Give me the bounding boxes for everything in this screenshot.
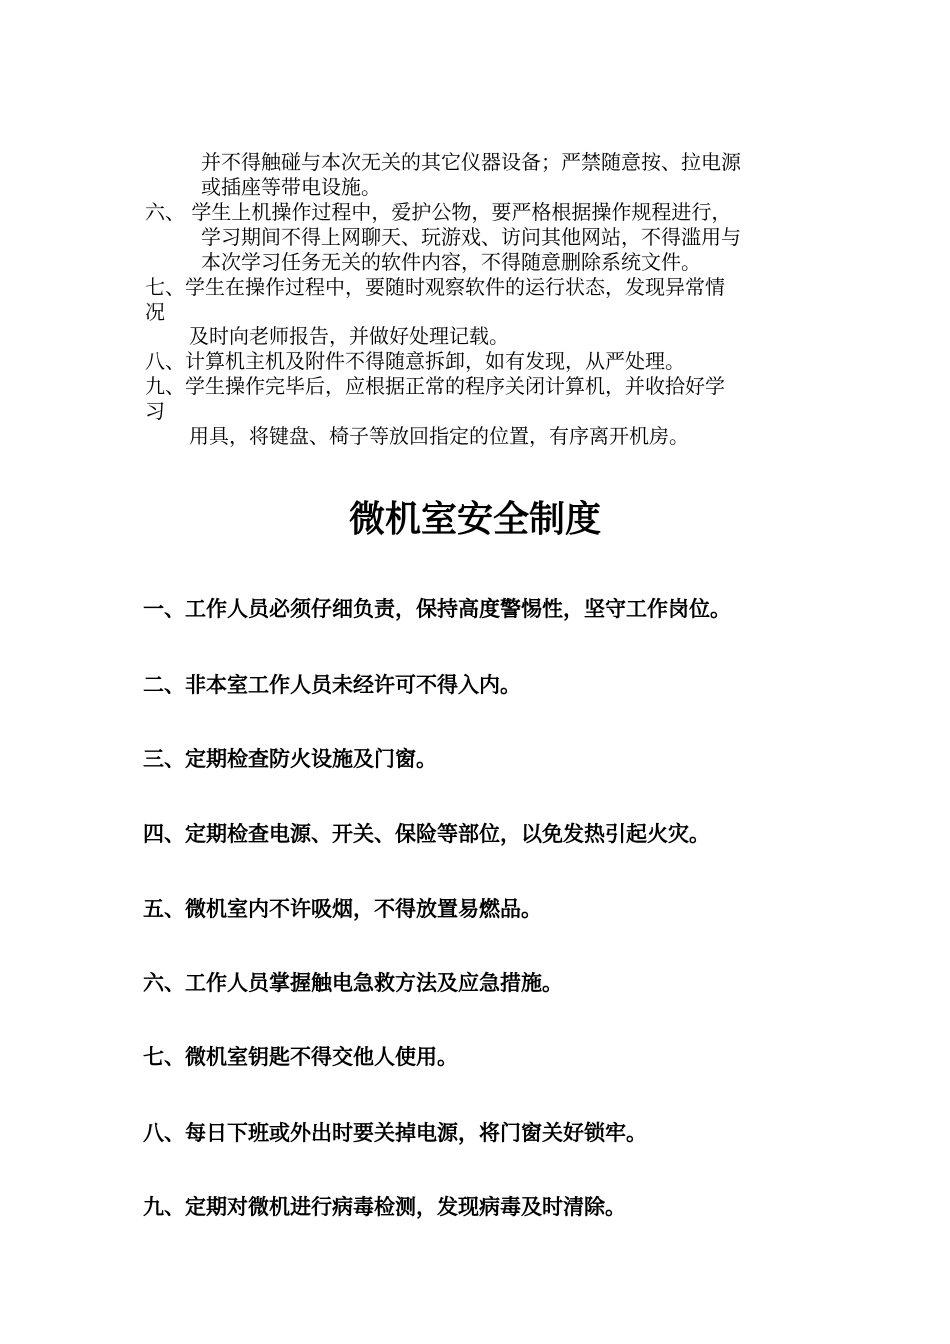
safety-rule-item: 二、非本室工作人员未经许可不得入内。 — [143, 673, 521, 697]
safety-rule-item: 八、每日下班或外出时要关掉电源，将门窗关好锁牢。 — [143, 1121, 647, 1145]
upper-rule-line: 及时向老师报告，并做好处理记载。 — [189, 324, 509, 348]
safety-rule-item: 七、微机室钥匙不得交他人使用。 — [143, 1045, 458, 1069]
safety-rule-item: 一、工作人员必须仔细负责，保持高度警惕性，坚守工作岗位。 — [143, 597, 731, 621]
upper-rule-line: 用具，将键盘、椅子等放回指定的位置，有序离开机房。 — [189, 424, 689, 448]
page-title: 微机室安全制度 — [348, 499, 601, 540]
safety-rule-item: 五、微机室内不许吸烟，不得放置易燃品。 — [143, 897, 542, 921]
upper-rule-line: 八、计算机主机及附件不得随意拆卸，如有发现，从严处理。 — [145, 349, 685, 373]
upper-rule-line: 并不得触碰与本次无关的其它仪器设备；严禁随意按、拉电源 — [201, 150, 741, 174]
upper-rule-line: 七、学生在操作过程中，要随时观察软件的运行状态，发现异常情 — [145, 275, 725, 299]
safety-rule-item: 四、定期检查电源、开关、保险等部位，以免发热引起火灾。 — [143, 822, 710, 846]
safety-rule-item: 九、定期对微机进行病毒检测，发现病毒及时清除。 — [143, 1195, 626, 1219]
upper-rule-line: 六、 学生上机操作过程中，爱护公物，要严格根据操作规程进行， — [145, 200, 732, 224]
upper-rule-line: 本次学习任务无关的软件内容，不得随意删除系统文件。 — [201, 250, 701, 274]
upper-rule-line: 学习期间不得上网聊天、玩游戏、访问其他网站，不得滥用与 — [201, 225, 741, 249]
upper-rule-line: 九、学生操作完毕后，应根据正常的程序关闭计算机，并收拾好学 — [145, 374, 725, 398]
safety-rule-item: 六、工作人员掌握触电急救方法及应急措施。 — [143, 971, 563, 995]
upper-rule-line: 习 — [145, 399, 165, 423]
safety-rule-item: 三、定期检查防火设施及门窗。 — [143, 747, 437, 771]
upper-rule-line: 或插座等带电设施。 — [201, 175, 381, 199]
upper-rule-line: 况 — [145, 300, 165, 324]
